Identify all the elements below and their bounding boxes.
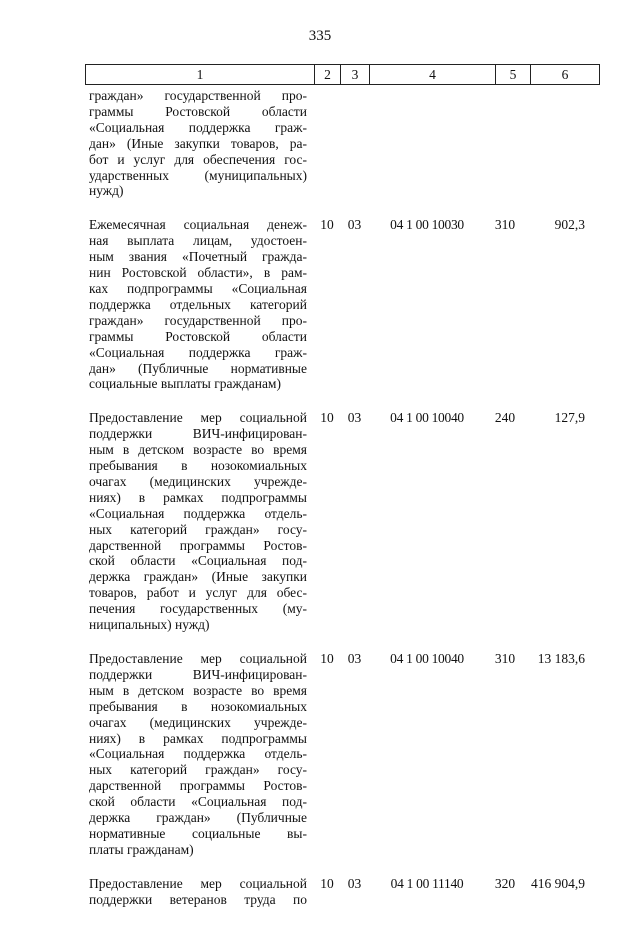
description-line: «Социальная поддержка граж-	[89, 119, 307, 135]
row-description	[89, 651, 307, 858]
expense-type-code: 310	[494, 217, 516, 233]
description-line: ниципальных) нужд)	[89, 617, 210, 633]
description-line: платы гражданам)	[89, 841, 194, 857]
target-article-code: 04 1 00 10040	[390, 651, 464, 666]
header-col-4: 4	[370, 65, 496, 84]
table-row	[89, 876, 599, 908]
section-code: 10	[320, 651, 334, 666]
subsection-code: 03	[347, 217, 362, 233]
description-line: ниях) в рамках подпрограммы	[89, 730, 307, 746]
amount-value: 902,3	[554, 217, 585, 233]
description-line: ударственных (муниципальных)	[89, 167, 307, 183]
description-line: Предоставление мер социальной	[89, 875, 307, 891]
description-line: пребывания в нозокомиальных	[89, 458, 307, 474]
description-line: ных категорий граждан» госу-	[89, 762, 307, 778]
row-description	[89, 410, 307, 633]
description-line: ниях) в рамках подпрограммы	[89, 489, 307, 505]
table-row	[89, 88, 599, 199]
target-article-code: 04 1 00 10030	[390, 217, 464, 233]
description-line: дан» (Публичные нормативные	[89, 360, 307, 376]
description-line: печения государственных (му-	[89, 601, 307, 617]
description-line: товаров, работ и услуг для обес-	[89, 585, 307, 601]
row-description	[89, 876, 307, 908]
description-line: бот и услуг для обеспечения гос-	[89, 151, 307, 167]
description-line: ках подпрограммы «Социальная	[89, 280, 307, 296]
section-code: 10	[320, 217, 334, 233]
section-code: 10	[320, 410, 334, 426]
row-description	[89, 88, 307, 199]
description-line: пребывания в нозокомиальных	[89, 698, 307, 714]
description-line: держка граждан» (Иные закупки	[89, 569, 307, 585]
description-line: «Социальная поддержка граж-	[89, 344, 307, 360]
description-line: Предоставление мер социальной	[89, 410, 307, 426]
subsection-code: 03	[347, 651, 362, 666]
description-line: дарственной программы Ростов-	[89, 778, 307, 794]
expense-type-code: 320	[494, 875, 516, 891]
description-line: нормативные социальные вы-	[89, 825, 307, 841]
header-col-3: 3	[341, 65, 370, 84]
description-line: поддержки ВИЧ-инфицирован-	[89, 666, 307, 682]
description-line: ных категорий граждан» госу-	[89, 521, 307, 537]
description-line: ным звания «Почетный гражда-	[89, 249, 307, 265]
description-line: граждан» государственной про-	[89, 88, 307, 103]
description-line: поддержки ветеранов труда по	[89, 891, 307, 907]
description-line: социальные выплаты гражданам)	[89, 376, 281, 392]
description-line: Предоставление мер социальной	[89, 651, 307, 666]
description-line: ской области «Социальная под-	[89, 794, 307, 810]
table-row	[89, 217, 599, 392]
target-article-code: 04 1 00 10040	[390, 410, 464, 426]
page-number: 335	[308, 28, 332, 44]
description-line: очагах (медицинских учрежде-	[89, 714, 307, 730]
description-line: «Социальная поддержка отдель-	[89, 505, 307, 521]
description-line: ная выплата лицам, удостоен-	[89, 233, 307, 249]
description-line: нужд)	[89, 183, 124, 199]
description-line: граммы Ростовской области	[89, 328, 307, 344]
amount-value: 13 183,6	[537, 651, 585, 666]
header-col-6: 6	[561, 67, 569, 82]
description-line: нин Ростовской области», в рам-	[89, 265, 307, 281]
subsection-code: 03	[347, 875, 362, 891]
description-line: ным в детском возрасте во время	[89, 442, 307, 458]
amount-value: 416 904,9	[531, 875, 585, 891]
table-body	[89, 88, 599, 926]
header-col-5: 5	[496, 65, 531, 84]
amount-value: 127,9	[554, 410, 585, 426]
description-line: «Социальная поддержка отдель-	[89, 746, 307, 762]
description-line: поддержка отдельных категорий	[89, 296, 307, 312]
description-line: держка граждан» (Публичные	[89, 810, 307, 826]
table-row	[89, 410, 599, 633]
description-line: поддержки ВИЧ-инфицирован-	[89, 426, 307, 442]
description-line: очагах (медицинских учрежде-	[89, 473, 307, 489]
section-code: 10	[320, 875, 334, 891]
target-article-code: 04 1 00 11140	[390, 875, 464, 891]
description-line: ным в детском возрасте во время	[89, 682, 307, 698]
description-line: дарственной программы Ростов-	[89, 537, 307, 553]
subsection-code: 03	[347, 410, 362, 426]
header-col-1: 1	[86, 65, 315, 84]
table-header	[85, 64, 600, 85]
description-line: граммы Ростовской области	[89, 103, 307, 119]
table-row	[89, 651, 599, 858]
description-line: Ежемесячная социальная денеж-	[89, 217, 307, 233]
row-description	[89, 217, 307, 392]
description-line: ской области «Социальная под-	[89, 553, 307, 569]
header-col-2: 2	[315, 65, 341, 84]
expense-type-code: 240	[494, 410, 516, 426]
description-line: дан» (Иные закупки товаров, ра-	[89, 135, 307, 151]
expense-type-code: 310	[494, 651, 516, 666]
description-line: граждан» государственной про-	[89, 312, 307, 328]
